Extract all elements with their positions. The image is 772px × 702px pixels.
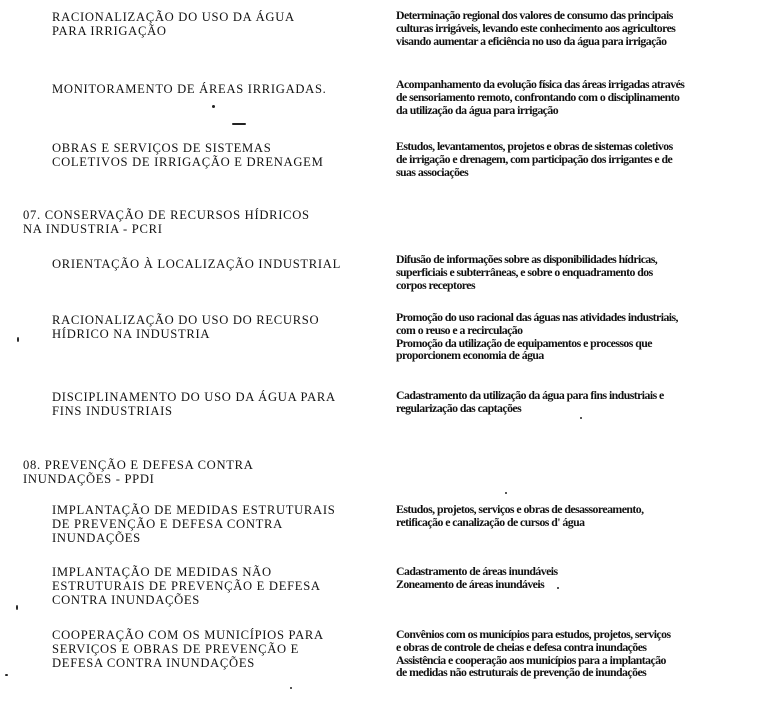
program-title-industrial-water-discipline: DISCIPLINAMENTO DO USO DA ÁGUA PARA FINS INDUSTRIAIS [52,390,336,418]
program-description-irrigation-rationalization: Determinação regional dos valores de consumo das principais culturas irrigáveis, levando este conhecimento aos agricultores visando aumentar a eficiência no uso da água para irrigação [396,8,676,48]
program-title-irrigated-areas-monitoring: MONITORAMENTO DE ÁREAS IRRIGADAS. [52,82,327,96]
program-title-municipal-cooperation: COOPERAÇÃO COM OS MUNICÍPIOS PARA SERVIÇOS E OBRAS DE PREVENÇÃO E DEFESA CONTRA INUNDAÇÕES [52,628,324,670]
program-title-structural-flood-measures: IMPLANTAÇÃO DE MEDIDAS ESTRUTURAIS DE PREVENÇÃO E DEFESA CONTRA INUNDAÇÕES [52,503,336,545]
program-title-irrigation-rationalization: RACIONALIZAÇÃO DO USO DA ÁGUA PARA IRRIGAÇÃO [52,10,295,38]
program-description-industrial-location: Difusão de informações sobre as disponibilidades hídricas, superficiais e subterrâneas, e sobre o enquadramento dos corpos receptores [396,252,658,292]
scan-speck [16,605,18,610]
section-heading-08: 08. PREVENÇÃO E DEFESA CONTRA INUNDAÇÕES - PPDI [23,458,254,486]
program-title-collective-irrigation-works: OBRAS E SERVIÇOS DE SISTEMAS COLETIVOS DE IRRIGAÇÃO E DRENAGEM [52,141,324,169]
scan-speck [232,123,246,125]
program-description-structural-flood-measures: Estudos, projetos, serviços e obras de desassoreamento, retificação e canalização de cursos d' água [396,502,644,529]
scan-speck [5,674,8,676]
program-description-nonstructural-flood-measures: Cadastramento de áreas inundáveis Zoneamento de áreas inundáveis [396,564,558,591]
scan-speck [290,687,292,689]
program-description-irrigated-areas-monitoring: Acompanhamento da evolução física das áreas irrigadas através de sensoriamento remoto, confrontando com o disciplinamento da utilização da água para irrigação [396,77,685,117]
program-description-collective-irrigation-works: Estudos, levantamentos, projetos e obras de sistemas coletivos de irrigação e drenagem, com participação dos irrigantes e de suas associações [396,139,673,179]
program-title-nonstructural-flood-measures: IMPLANTAÇÃO DE MEDIDAS NÃO ESTRUTURAIS DE PREVENÇÃO E DEFESA CONTRA INUNDAÇÕES [52,565,321,607]
program-description-industrial-water-discipline: Cadastramento da utilização da água para fins industriais e regularização das captações [396,388,664,415]
scan-speck [580,417,582,419]
program-title-industrial-location: ORIENTAÇÃO À LOCALIZAÇÃO INDUSTRIAL [52,257,341,271]
section-heading-07: 07. CONSERVAÇÃO DE RECURSOS HÍDRICOS NA INDUSTRIA - PCRI [23,208,310,236]
scan-speck [17,337,19,342]
scan-speck [212,105,215,108]
program-title-industrial-water-rationalization: RACIONALIZAÇÃO DO USO DO RECURSO HÍDRICO NA INDUSTRIA [52,313,320,341]
program-description-industrial-water-rationalization: Promoção do uso racional das águas nas atividades industriais, com o reuso e a recirculação Promoção da utilização de equipamentos e processos que proporcionem economia de água [396,310,678,363]
scan-speck [557,587,559,589]
program-description-municipal-cooperation: Convênios com os municípios para estudos, projetos, serviços e obras de controle de cheias e defesa contra inundações Assistência e cooperação aos municípios para a implantação de medidas não estruturais de prevenção de inundações [396,627,671,680]
scan-speck [505,492,507,494]
